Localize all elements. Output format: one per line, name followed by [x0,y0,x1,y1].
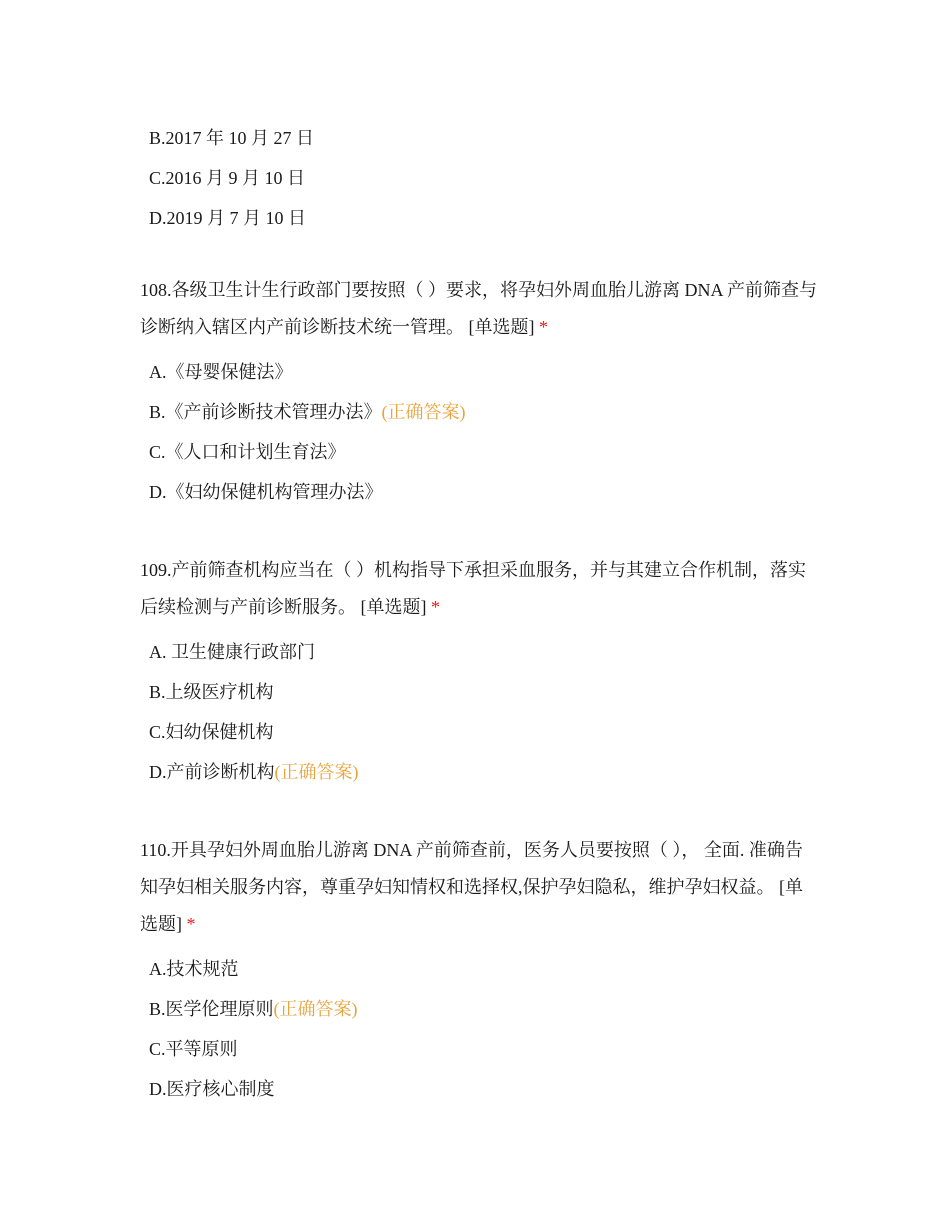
required-marker: * [539,317,548,337]
option-label: B.上级医疗机构 [149,682,274,702]
previous-question-options [149,118,314,238]
option-item [149,632,820,672]
required-marker: * [431,597,440,617]
question-text [140,272,820,346]
option-label: D.《妇幼保健机构管理办法》 [149,482,383,502]
option-label: B.医学伦理原则 [149,999,274,1019]
option-item [149,949,820,989]
option-item [149,712,820,752]
option-list [149,352,820,512]
option-item [149,472,820,512]
option-label: C.《人口和计划生育法》 [149,442,346,462]
question-stem: 108.各级卫生计生行政部门要按照（ ）要求，将孕妇外周血胎儿游离 DNA 产前筛查与诊断纳入辖区内产前诊断技术统一管理。 [140,280,818,337]
option-item [149,1029,820,1069]
option-label: D.产前诊断机构 [149,762,275,782]
option-item: D.2019 月 7 月 10 日 [149,208,306,228]
question-stem: 110.开具孕妇外周血胎儿游离 DNA 产前筛查前，医务人员要按照（ ）， 全面. 准确告知孕妇相关服务内容，尊重孕妇知情权和选择权,保护孕妇隐私，维护孕妇权益。 [140,840,803,897]
option-item: C.2016 月 9 月 10 日 [149,168,306,188]
option-label: B.《产前诊断技术管理办法》 [149,402,382,422]
option-item [149,672,820,712]
option-item [149,352,820,392]
option-list [149,949,820,1109]
option-item [149,989,820,1029]
correct-answer-mark: (正确答案) [381,402,466,422]
question-stem: 109.产前筛查机构应当在（ ）机构指导下承担采血服务，并与其建立合作机制，落实后续检测与产前诊断服务。 [140,560,806,617]
correct-answer-mark: (正确答案) [273,999,358,1019]
question-text [140,552,820,626]
question-type-tag: [单选题] [468,317,535,337]
option-label: C.妇幼保健机构 [149,722,274,742]
option-item [149,432,820,472]
question-type-tag: [单选题] [140,877,803,934]
option-item [149,1069,820,1109]
option-item: B.2017 年 10 月 27 日 [149,128,315,148]
question-110 [140,832,820,1109]
question-109 [140,552,820,792]
option-label: D.医疗核心制度 [149,1079,275,1099]
option-item [149,752,820,792]
option-label: A. 卫生健康行政部门 [149,642,315,662]
option-label: A.技术规范 [149,959,239,979]
option-item [149,392,820,432]
question-type-tag: [单选题] [360,597,427,617]
correct-answer-mark: (正确答案) [274,762,359,782]
option-list [149,632,820,792]
question-108 [140,272,820,512]
option-label: C.平等原则 [149,1039,238,1059]
required-marker: * [186,914,196,934]
question-text [140,832,820,943]
option-label: A.《母婴保健法》 [149,362,293,382]
